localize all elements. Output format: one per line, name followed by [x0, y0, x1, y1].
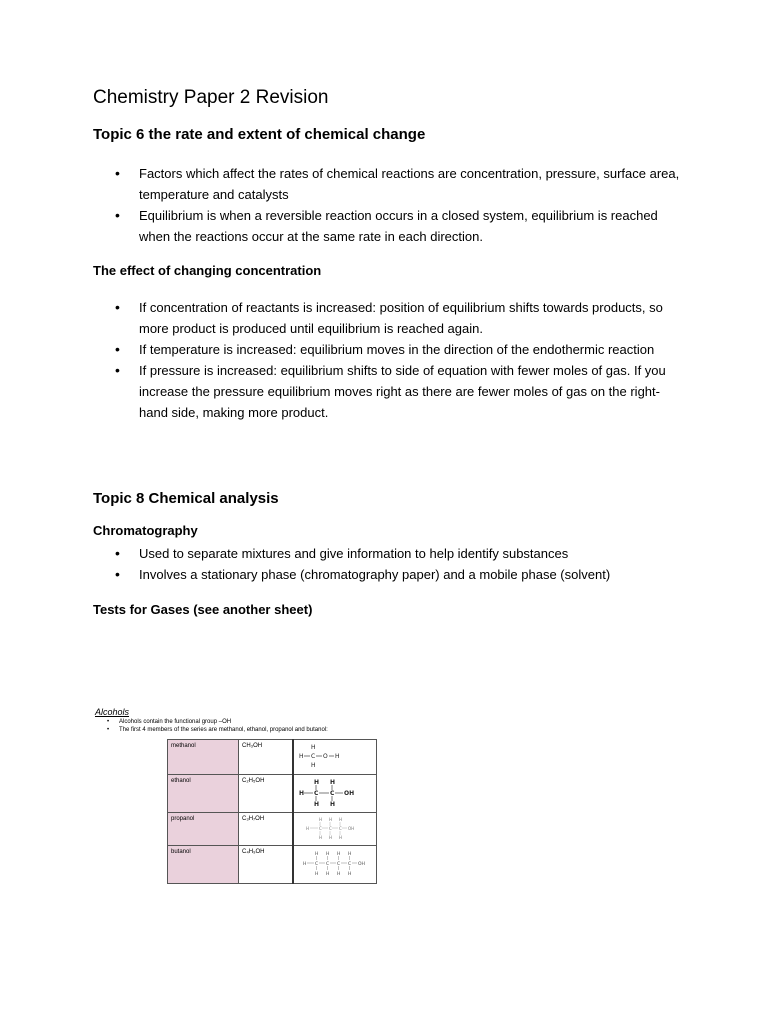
svg-text:H: H	[326, 852, 330, 857]
chromatography-heading: Chromatography	[93, 523, 198, 538]
topic8-heading: Topic 8 Chemical analysis	[93, 490, 279, 507]
alcohols-section	[95, 707, 395, 734]
svg-text:C: C	[339, 826, 342, 831]
svg-text:H: H	[319, 835, 323, 840]
svg-text:C: C	[311, 753, 316, 760]
list-item: • Equilibrium is when a reversible reaction occurs in a closed system, equilibrium is reached when the reactions occur at the same rate in each direction.	[93, 205, 683, 247]
svg-text:H: H	[299, 753, 304, 760]
table-row	[168, 846, 377, 884]
alcohols-table	[167, 739, 377, 884]
gases-heading: Tests for Gases (see another sheet)	[93, 602, 313, 617]
structure-cell	[293, 813, 377, 846]
alcohol-formula: C₂H₅OH	[239, 775, 294, 813]
list-item: • Alcohols contain the functional group –OH	[95, 718, 395, 726]
structure-cell	[293, 775, 377, 813]
propanol-structure-image	[297, 816, 369, 842]
list-item: • If temperature is increased: equilibrium moves in the direction of the endothermic reaction	[93, 339, 683, 360]
table-row	[168, 740, 377, 775]
svg-text:H: H	[326, 872, 330, 877]
svg-text:H: H	[339, 835, 343, 840]
svg-text:H: H	[306, 826, 310, 831]
alcohol-formula: C₃H₇OH	[239, 813, 294, 846]
table-row	[168, 813, 377, 846]
list-item: • If concentration of reactants is increased: position of equilibrium shifts towards products, so more product is produced until equilibrium is reached again.	[93, 297, 683, 339]
svg-text:C: C	[315, 862, 319, 867]
list-item: • Factors which affect the rates of chemical reactions are concentration, pressure, surface area, temperature and catalysts	[93, 163, 683, 205]
alcohol-name: propanol	[168, 813, 239, 846]
svg-text:C: C	[329, 826, 332, 831]
svg-text:H: H	[315, 852, 319, 857]
svg-text:C: C	[348, 862, 352, 867]
chromatography-bullet-list	[93, 543, 683, 585]
structure-cell	[293, 846, 377, 884]
list-item: • The first 4 members of the series are methanol, ethanol, propanol and butanol:	[95, 726, 395, 734]
page-title: Chemistry Paper 2 Revision	[93, 87, 329, 108]
svg-text:O: O	[323, 753, 328, 760]
svg-text:C: C	[337, 862, 341, 867]
svg-text:H: H	[303, 862, 307, 867]
structure-cell	[293, 740, 377, 775]
topic6-bullet-list	[93, 163, 683, 247]
svg-text:H: H	[348, 852, 352, 857]
svg-text:OH: OH	[348, 826, 355, 831]
list-item: • Used to separate mixtures and give information to help identify substances	[93, 543, 683, 564]
svg-text:H: H	[314, 801, 320, 808]
svg-text:H: H	[348, 872, 352, 877]
svg-text:C: C	[314, 790, 319, 797]
alcohol-name: methanol	[168, 740, 239, 775]
alcohol-formula: CH₃OH	[239, 740, 294, 775]
svg-text:H: H	[329, 817, 333, 822]
svg-text:H: H	[339, 817, 343, 822]
concentration-bullet-list	[93, 297, 683, 423]
topic6-heading: Topic 6 the rate and extent of chemical change	[93, 126, 426, 143]
svg-text:H: H	[330, 779, 336, 786]
svg-text:H: H	[337, 852, 341, 857]
alcohol-formula: C₄H₉OH	[239, 846, 294, 884]
svg-text:H: H	[330, 801, 336, 808]
svg-text:C: C	[326, 862, 330, 867]
svg-text:C: C	[319, 826, 322, 831]
alcohol-name: butanol	[168, 846, 239, 884]
alcohols-bullet-list	[95, 718, 395, 734]
svg-text:H: H	[335, 753, 340, 760]
svg-text:H: H	[311, 762, 316, 769]
svg-text:H: H	[314, 779, 320, 786]
alcohol-name: ethanol	[168, 775, 239, 813]
svg-text:H: H	[319, 817, 323, 822]
svg-text:H: H	[299, 790, 305, 797]
svg-text:H: H	[337, 872, 341, 877]
svg-text:H: H	[311, 744, 316, 751]
butanol-structure-image	[297, 849, 369, 879]
table-row	[168, 775, 377, 813]
svg-text:OH: OH	[358, 862, 365, 867]
svg-text:C: C	[330, 790, 335, 797]
list-item: • Involves a stationary phase (chromatography paper) and a mobile phase (solvent)	[93, 564, 683, 585]
svg-text:H: H	[315, 872, 319, 877]
list-item: • If pressure is increased: equilibrium shifts to side of equation with fewer moles of gas. If you increase the pressure equilibrium moves right as there are fewer moles of gas on the right-hand side, making more product.	[93, 360, 683, 423]
ethanol-structure-image	[297, 778, 369, 808]
svg-text:H: H	[329, 835, 333, 840]
svg-text:OH: OH	[344, 790, 355, 797]
methanol-structure-image	[297, 743, 369, 769]
concentration-heading: The effect of changing concentration	[93, 263, 322, 278]
alcohols-title: Alcohols	[95, 707, 130, 717]
